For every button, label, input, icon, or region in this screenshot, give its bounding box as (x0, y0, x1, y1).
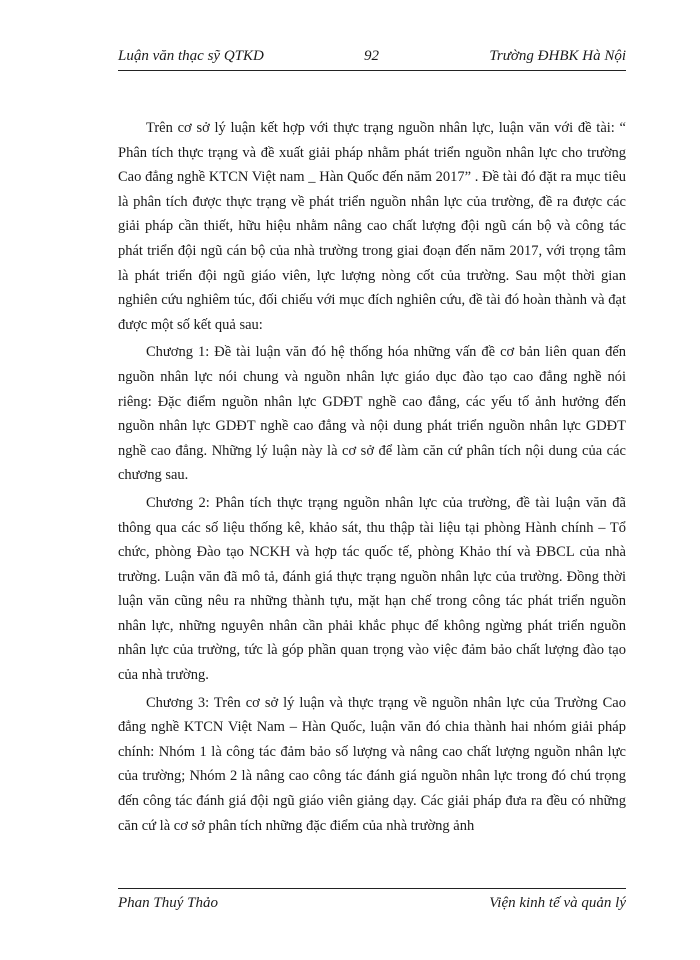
paragraph-chapter-3: Chương 3: Trên cơ sở lý luận và thực trạng về nguồn nhân lực của Trường Cao đẳng nghề KTCN Việt Nam – Hàn Quốc, luận văn đó chia thành hai nhóm giải pháp chính: Nhóm 1 là công tác đảm bảo số lượng và nâng cao chất lượng nguồn nhân lực của trường; Nhóm 2 là nâng cao công tác đánh giá nguồn nhân lực trong đó chú trọng đến công tác đánh giá đội ngũ giáo viên giảng dạy. Các giải pháp đưa ra đều có những căn cứ là cơ sở phân tích những đặc điểm của nhà trường ảnh (118, 694, 626, 834)
footer-institute: Viện kinh tế và quản lý (489, 895, 626, 911)
footer-author: Phan Thuý Thảo (118, 895, 219, 911)
paragraph-chapter-1: Chương 1: Đề tài luận văn đó hệ thống hóa những vấn đề cơ bản liên quan đến nguồn nhân lực nói chung và nguồn nhân lực giáo dục đào tạo cao đẳng nghề nói riêng: Đặc điểm nguồn nhân lực GDĐT nghề cao đẳng, các yếu tố ảnh hưởng đến nguồn nhân lực GDĐT nghề cao đẳng và nội dung phát triển nguồn nhân lực GDĐT nghề cao đẳng. Những lý luận này là cơ sở để làm căn cứ phân tích nội dung của các chương sau. (118, 344, 626, 484)
page-number: 92 (364, 48, 379, 64)
page-header (118, 46, 626, 71)
document-body (118, 116, 626, 841)
page-footer (118, 888, 626, 919)
paragraph-intro: Trên cơ sở lý luận kết hợp với thực trạng nguồn nhân lực, luận văn với đề tài: “ Phân tích thực trạng và đề xuất giải pháp nhằm phát triển nguồn nhân lực cho trường Cao đẳng nghề KTCN Việt nam _ Hàn Quốc đến năm 2017” . Đề tài đó đặt ra mục tiêu là phân tích được thực trạng về phát triển nguồn nhân lực của trường, đề ra được các giải pháp cần thiết, hữu hiệu nhằm nâng cao chất lượng đội ngũ cán bộ và công tác phát triển đội ngũ cán bộ của nhà trường trong giai đoạn đến năm 2017, với trọng tâm là phát triển đội ngũ giáo viên, lực lượng nòng cốt của trường. Sau một thời gian nghiên cứu nghiêm túc, đối chiếu với mục đích nghiên cứu, đề tài đó hoàn thành và đạt được một số kết quả sau: (118, 120, 626, 333)
header-thesis-title: Luận văn thạc sỹ QTKD (118, 48, 264, 64)
paragraph-chapter-2: Chương 2: Phân tích thực trạng nguồn nhân lực của trường, đề tài luận văn đã thông qua các số liệu thống kê, khảo sát, thu thập tài liệu tại phòng Hành chính – Tổ chức, phòng Đào tạo NCKH và hợp tác quốc tế, phòng Khảo thí và ĐBCL của nhà trường. Luận văn đã mô tả, đánh giá thực trạng nguồn nhân lực của trường. Đồng thời luận văn cũng nêu ra những thành tựu, mặt hạn chế trong công tác phát triển nguồn nhân lực, những nguyên nhân cần phải khắc phục để không ngừng phát triển nguồn nhân lực của trường, tức là góp phần quan trọng vào việc đảm bảo chất lượng đào tạo của nhà trường. (118, 494, 626, 684)
header-university: Trường ĐHBK Hà Nội (489, 48, 626, 64)
